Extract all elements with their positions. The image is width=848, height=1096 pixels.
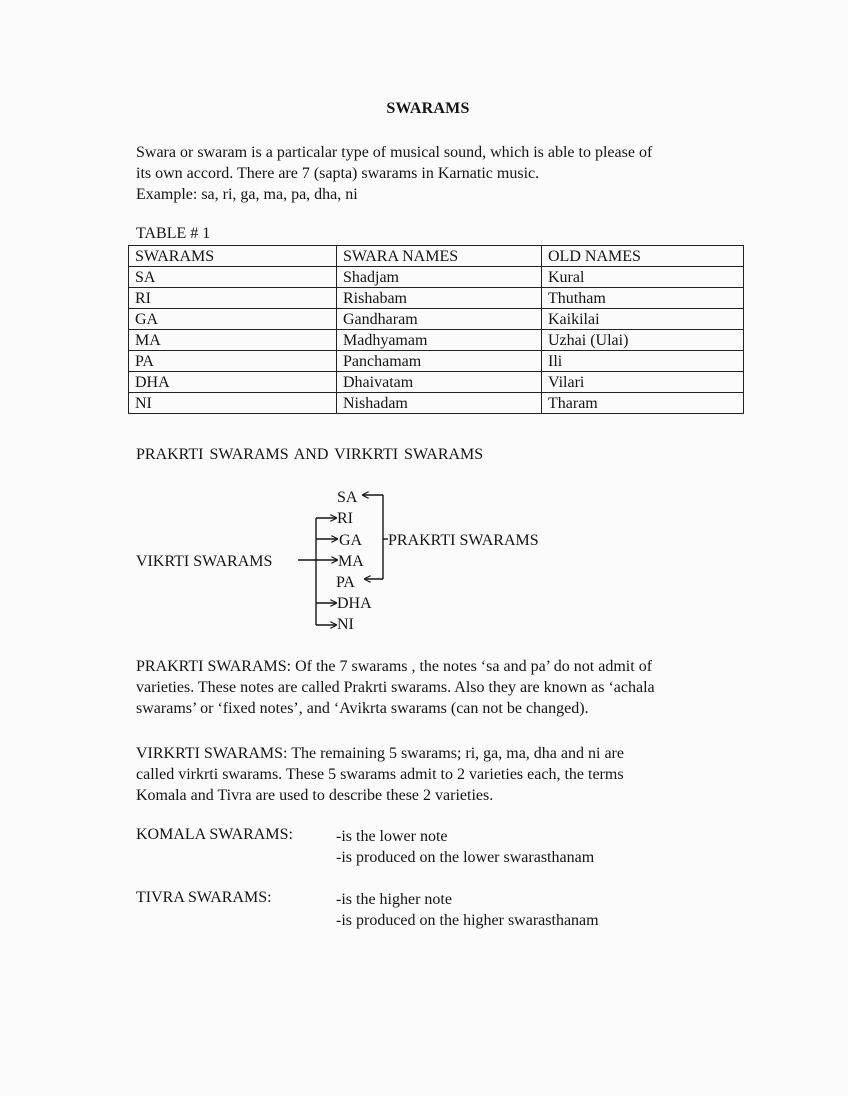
prakrti-swarams-paragraph [136, 656, 756, 719]
table-cell: SA [129, 267, 337, 288]
paragraph-line: called virkrti swarams. These 5 swarams admit to 2 varieties each, the terms [136, 766, 624, 783]
table-cell: Thutham [542, 288, 744, 309]
intro-paragraph [136, 142, 746, 205]
section-heading: PRAKRTI SWARAMS AND VIRKRTI SWARAMS [136, 446, 484, 463]
diagram-note-ma: MA [338, 553, 364, 570]
komala-swarams-definition [336, 826, 594, 868]
diagram-note-ni: NI [337, 616, 354, 633]
tivra-swarams-definition [336, 889, 599, 931]
table-cell: Kural [542, 267, 744, 288]
table-cell: Rishabam [337, 288, 542, 309]
page-title: SWARAMS [386, 100, 470, 117]
table-cell: Dhaivatam [337, 372, 542, 393]
table-row [129, 330, 744, 351]
table-cell: Madhyamam [337, 330, 542, 351]
swaram-table [128, 245, 744, 414]
table-cell: RI [129, 288, 337, 309]
table-cell: Kaikilai [542, 309, 744, 330]
definition-line: -is produced on the higher swarasthanam [336, 912, 599, 929]
table-cell: PA [129, 351, 337, 372]
column-header: SWARAMS [129, 246, 337, 267]
prakrti-bracket [363, 495, 388, 579]
prakrti-swarams-label: PRAKRTI SWARAMS [388, 532, 539, 549]
definition-line: -is produced on the lower swarasthanam [336, 849, 595, 866]
table-row [129, 309, 744, 330]
definition-line: -is the higher note [336, 891, 452, 908]
paragraph-line: VIRKRTI SWARAMS: The remaining 5 swarams; ri, ga, ma, dha and ni are [136, 745, 624, 762]
table-cell: Ili [542, 351, 744, 372]
table-row [129, 288, 744, 309]
column-header: SWARA NAMES [337, 246, 542, 267]
table-cell: MA [129, 330, 337, 351]
paragraph-line: Komala and Tivra are used to describe these 2 varieties. [136, 787, 494, 804]
table-cell: Tharam [542, 393, 744, 414]
table-cell: NI [129, 393, 337, 414]
table-header-row [129, 246, 744, 267]
table-caption: TABLE # 1 [136, 225, 211, 242]
intro-line: Example: sa, ri, ga, ma, pa, dha, ni [136, 186, 358, 203]
table-row [129, 393, 744, 414]
diagram-note-sa: SA [337, 489, 358, 506]
definition-line: -is the lower note [336, 828, 448, 845]
table-cell: Gandharam [337, 309, 542, 330]
table-cell: GA [129, 309, 337, 330]
diagram-note-pa: PA [336, 574, 355, 591]
tivra-swarams-label: TIVRA SWARAMS: [136, 889, 272, 906]
paragraph-line: varieties. These notes are called Prakrti swarams. Also they are known as ‘achala [136, 679, 655, 696]
intro-line: its own accord. There are 7 (sapta) swarams in Karnatic music. [136, 165, 540, 182]
table-cell: Vilari [542, 372, 744, 393]
table-row [129, 267, 744, 288]
diagram-note-ri: RI [337, 510, 353, 527]
vikrti-swarams-label: VIKRTI SWARAMS [136, 553, 273, 570]
komala-swarams-label: KOMALA SWARAMS: [136, 826, 293, 843]
vikrti-bracket [298, 518, 337, 625]
diagram-note-dha: DHA [337, 595, 372, 612]
table-row [129, 351, 744, 372]
table-cell: Uzhai (Ulai) [542, 330, 744, 351]
intro-line: Swara or swaram is a particalar type of musical sound, which is able to please of [136, 144, 653, 161]
table-cell: Shadjam [337, 267, 542, 288]
table-row [129, 372, 744, 393]
paragraph-line: PRAKRTI SWARAMS: Of the 7 swarams , the notes ‘sa and pa’ do not admit of [136, 658, 653, 675]
table-cell: DHA [129, 372, 337, 393]
paragraph-line: swarams’ or ‘fixed notes’, and ‘Avikrta swarams (can not be changed). [136, 700, 589, 717]
table-cell: Panchamam [337, 351, 542, 372]
virkrti-swarams-paragraph [136, 743, 756, 806]
table-cell: Nishadam [337, 393, 542, 414]
diagram-note-ga: GA [339, 532, 363, 549]
column-header: OLD NAMES [542, 246, 744, 267]
